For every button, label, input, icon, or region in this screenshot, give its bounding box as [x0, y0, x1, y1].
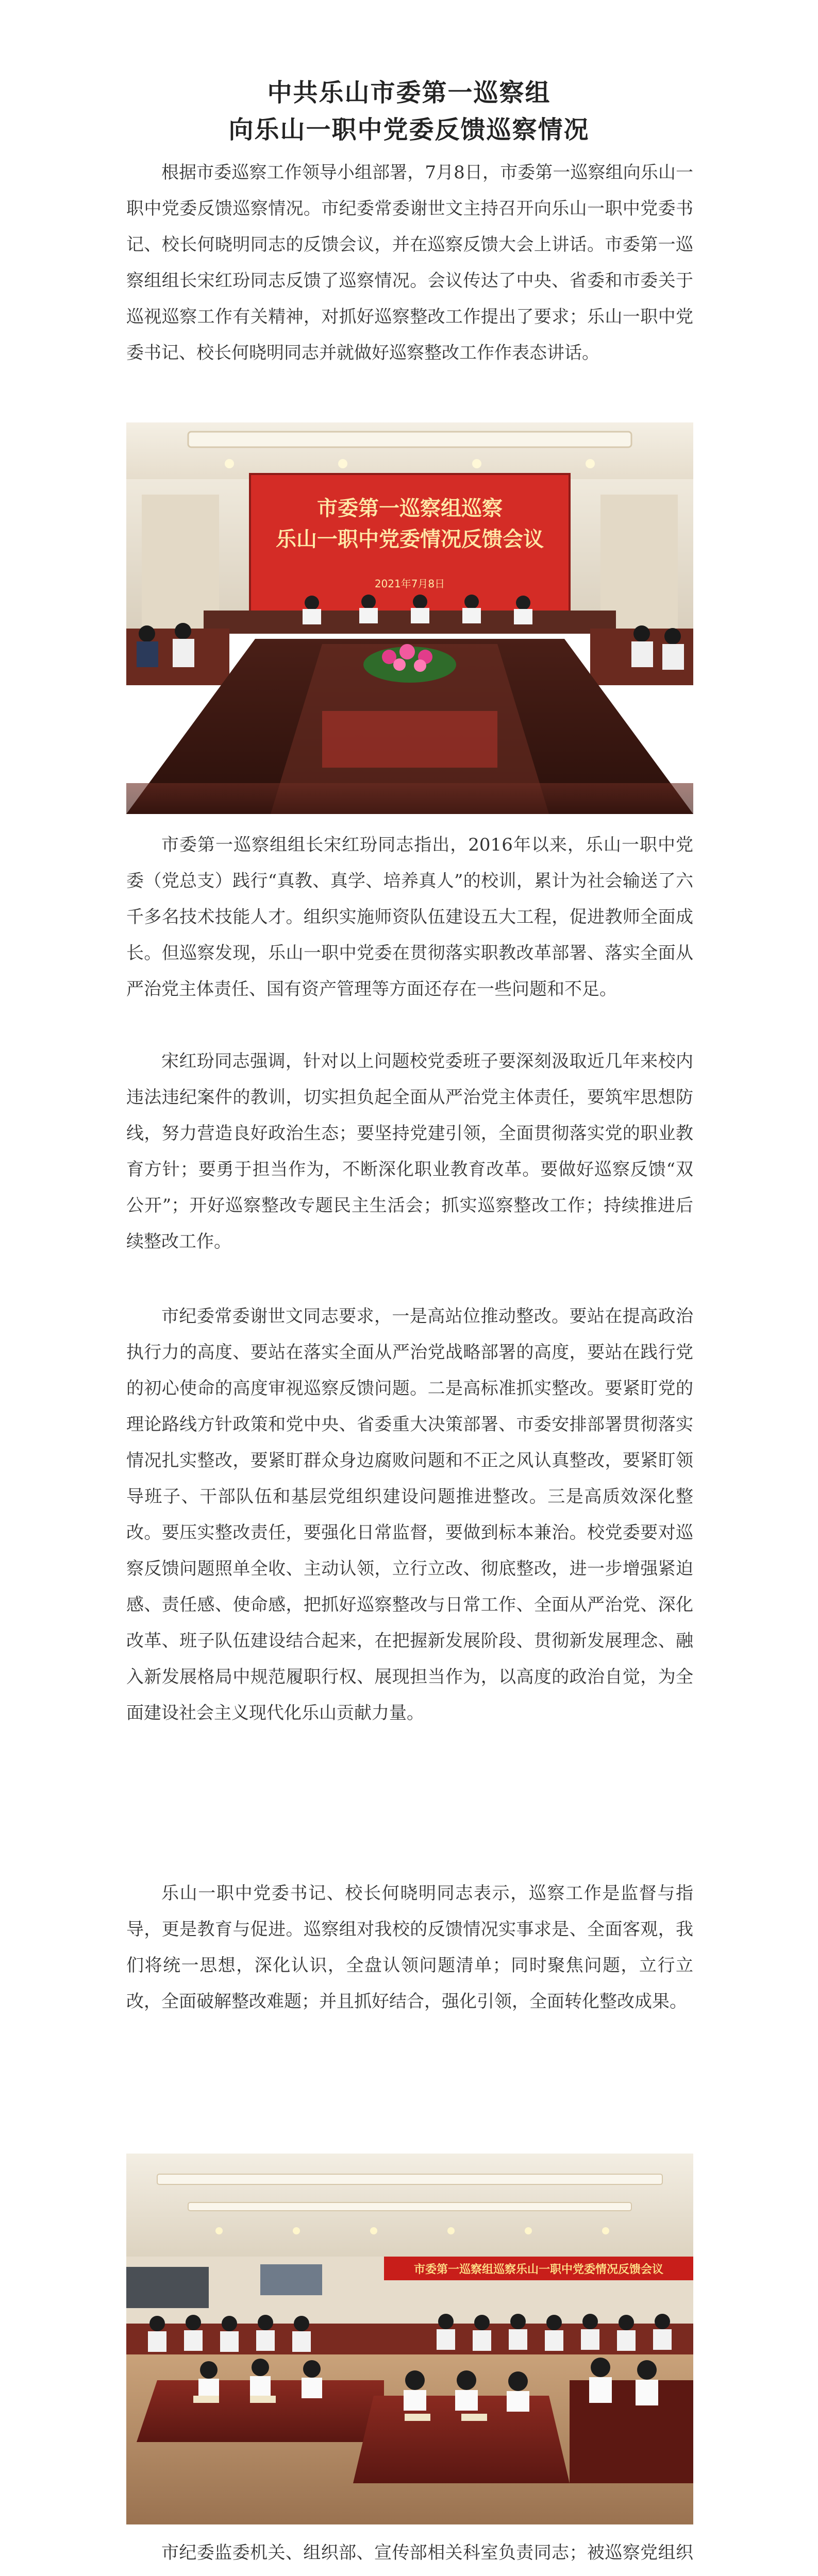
screen-title-line1: 市委第一巡察组巡察: [317, 497, 503, 520]
screen-title-line2: 乐山一职中党委情况反馈会议: [276, 528, 544, 551]
paragraph-attendees: 市纪委监委机关、组织部、宣传部相关科室负责同志；被巡察党组织: [161, 2543, 693, 2563]
banner-text: 市委第一巡察组巡察乐山一职中党委情况反馈会议: [413, 2263, 664, 2276]
article-title-line2: 向乐山一职中党委反馈巡察情况: [228, 115, 590, 144]
meeting-photo-1-illustration: [126, 422, 693, 814]
paragraph-intro: 根据市委巡察工作领导小组部署，7月8日，市委第一巡察组向乐山一职中党委反馈巡察情况。市纪委常委谢世文主持召开向乐山一职中党委书记、校长何晓明同志的反馈会议，并在巡察反馈大会上讲话。市委第一巡察组组长宋红玢同志反馈了巡察情况。会议传达了中央、省委和市委关于巡视巡察工作有关精神，对抓好巡察整改工作提出了要求；乐山一职中党委书记、校长何晓明同志并就做好巡察整改工作作表态讲话。: [126, 162, 693, 363]
meeting-photo-2: [126, 2154, 693, 2524]
meeting-photo-2-illustration: [126, 2154, 693, 2524]
paragraph-findings: 市委第一巡察组组长宋红玢同志指出，2016年以来，乐山一职中党委（党总支）践行“真教、真学、培养真人”的校训，累计为社会输送了六千多名技术技能人才。组织实施师资队伍建设五大工程，促进教师全面成长。但巡察发现，乐山一职中党委在贯彻落实职教改革部署、落实全面从严治党主体责任、国有资产管理等方面还存在一些问题和不足。: [126, 835, 693, 999]
paragraph-he-xiaoming: 乐山一职中党委书记、校长何晓明同志表示，巡察工作是监督与指导，更是教育与促进。巡察组对我校的反馈情况实事求是、全面客观，我们将统一思想，深化认识，全盘认领问题清单；同时聚焦问题，立行立改，全面破解整改难题；并且抓好结合，强化引领，全面转化整改成果。: [126, 1883, 693, 2012]
meeting-photo-1: [126, 422, 693, 814]
screen-date: 2021年7月8日: [374, 578, 445, 590]
paragraph-xie-shiwen: 市纪委常委谢世文同志要求，一是高站位推动整改。要站在提高政治执行力的高度、要站在落实全面从严治党战略部署的高度，要站在践行党的初心使命的高度审视巡察反馈问题。二是高标准抓实整改。要紧盯党的理论路线方针政策和党中央、省委重大决策部署、市委安排部署贯彻落实情况扎实整改，要紧盯群众身边腐败问题和不正之风认真整改，要紧盯领导班子、干部队伍和基层党组织建设问题推进整改。三是高质效深化整改。要压实整改责任，要强化日常监督，要做到标本兼治。校党委要对巡察反馈问题照单全收、主动认领，立行立改、彻底整改，进一步增强紧迫感、责任感、使命感，把抓好巡察整改与日常工作、全面从严治党、深化改革、班子队伍建设结合起来，在把握新发展阶段、贯彻新发展理念、融入新发展格局中规范履职行权、展现担当作为，以高度的政治自觉，为全面建设社会主义现代化乐山贡献力量。: [126, 1306, 693, 1723]
article-title-line1: 中共乐山市委第一巡察组: [267, 78, 551, 107]
paragraph-requirements: 宋红玢同志强调，针对以上问题校党委班子要深刻汲取近几年来校内违法违纪案件的教训，切实担负起全面从严治党主体责任，要筑牢思想防线，努力营造良好政治生态；要坚持党建引领，全面贯彻落实党的职业教育方针；要勇于担当作为，不断深化职业教育改革。要做好巡察反馈“双公开”；开好巡察整改专题民主生活会；抓实巡察整改工作；持续推进后续整改工作。: [126, 1051, 693, 1252]
